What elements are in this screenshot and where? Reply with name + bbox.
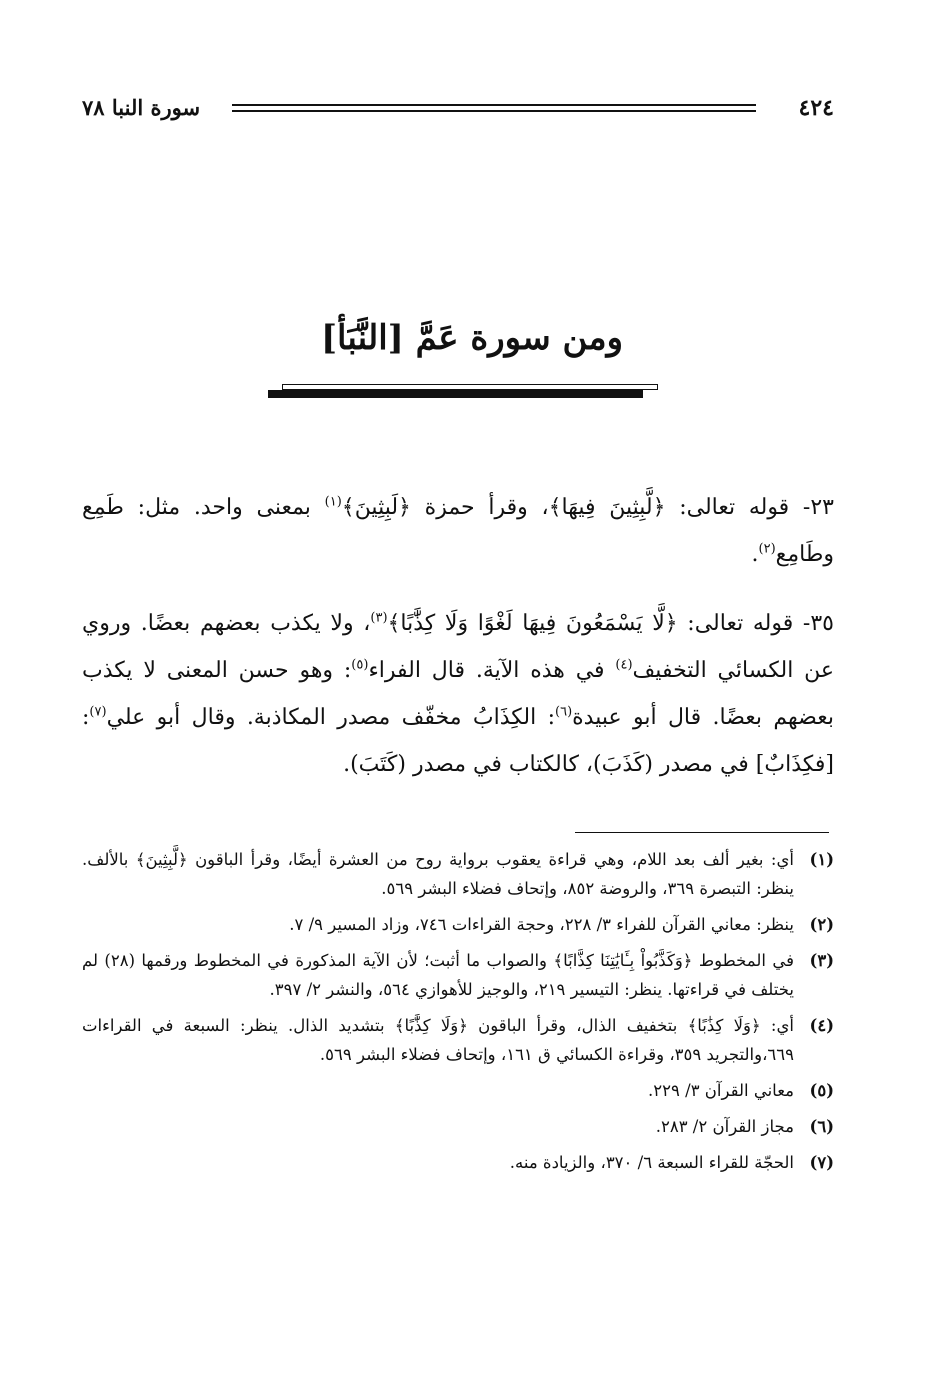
footnote-4 (82, 1011, 834, 1069)
footnote-ref-7[interactable]: (٧) (89, 704, 107, 720)
footnote-3 (82, 946, 834, 1004)
title-ornament-rule (268, 384, 658, 400)
footnote-7 (82, 1148, 834, 1177)
footnote-text: في المخطوط ﴿وَكَذَّبُواْ بِـَٔايَٰتِنَا كِذَّابًا﴾ والصواب ما أثبت؛ لأن الآية المذكورة في المخطوط ورقمها (٢٨) لم يختلف في قراءتها. ينظر: التيسير ٢١٩، والوجيز للأهوازي ٥٦٤، والنشر ٢/ ٣٩٧. (82, 951, 794, 999)
footnote-text: أي: بغير ألف بعد اللام، وهي قراءة يعقوب برواية روح من العشرة أيضًا، وقرأ الباقون ﴿لَّبِثِينَ﴾ بالألف. ينظر: التبصرة ٣٦٩، والروضة ٨٥٢، وإتحاف فضلاء البشر ٥٦٩. (82, 850, 794, 898)
footnote-number: (٥) (809, 1081, 834, 1100)
para2-text-f: :[فكِذَابٌ] في مصدر (كَذَبَ)، كالكتاب في مصدر (كَتَبَ). (82, 705, 834, 777)
surah-title: ومن سورة عَمَّ [النَّبَأ] (320, 318, 624, 358)
footnote-number: (٦) (809, 1117, 834, 1136)
footnote-ref-6[interactable]: (٦) (555, 704, 573, 720)
para2-text-c: في هذه الآية. قال الفراء (368, 658, 616, 683)
footnote-text: مجاز القرآن ٢/ ٢٨٣. (655, 1117, 794, 1136)
para1-text-c: . (751, 542, 759, 567)
footnote-text: الحجّة للقراء السبعة ٦/ ٣٧٠، والزيادة منه. (509, 1153, 794, 1172)
footnote-text: ينظر: معاني القرآن للفراء ٣/ ٢٢٨، وحجة القراءات ٧٤٦، وزاد المسير ٩/ ٧. (289, 915, 794, 934)
footnote-separator (575, 832, 829, 833)
footnote-number: (٤) (809, 1016, 834, 1035)
footnote-number: (٧) (809, 1153, 834, 1172)
footnote-text: أي: ﴿وَلَا كِذَٰبًا﴾ بتخفيف الذال، وقرأ الباقون ﴿وَلَا كِذَّٰبًا﴾ بتشديد الذال. ينظر: السبعة في القراءات ٦٦٩،والتجريد ٣٥٩، وقراءة الكسائي ق ١٦١، وإتحاف فضلاء البشر ٥٦٩. (82, 1016, 794, 1064)
footnote-text: معاني القرآن ٣/ ٢٢٩. (648, 1081, 794, 1100)
para2-text-d: : وهو حسن المعنى لا يكذب بعضهم بعضًا. قال أبو عبيدة (82, 658, 834, 730)
para2-text-e: : الكِذَابُ مخفّف مصدر المكاذبة. وقال أبو علي (106, 705, 556, 730)
body-paragraph-2 (82, 600, 834, 788)
para2-text-a: ٣٥- قوله تعالى: ﴿لَّا يَسْمَعُونَ فِيهَا لَغْوًا وَلَا كِذَّٰبًا﴾ (387, 611, 834, 636)
footnote-1 (82, 845, 834, 903)
footnote-number: (١) (809, 850, 834, 869)
running-title: سورة النبا ٧٨ (82, 95, 201, 120)
footnote-ref-4[interactable]: (٤) (615, 657, 633, 673)
footnotes-section (82, 845, 834, 1184)
footnote-ref-1[interactable]: (١) (324, 494, 342, 510)
para1-text-a: ٢٣- قوله تعالى: ﴿لَّبِثِينَ فِيهَا﴾، وقرأ حمزة ﴿لَبِثِينَ﴾ (341, 495, 834, 520)
title-rule-thick (268, 390, 643, 398)
footnote-6 (82, 1112, 834, 1141)
footnote-ref-2[interactable]: (٢) (758, 541, 776, 557)
footnote-number: (٣) (809, 951, 834, 970)
para2-text-b: ، ولا يكذب بعضهم بعضًا. وروي عن الكسائي التخفيف (82, 611, 834, 683)
para1-text-b: بمعنى واحد. مثل: طَمِع وطَامِع (82, 495, 834, 567)
footnote-5 (82, 1076, 834, 1105)
header-double-rule (232, 104, 756, 112)
body-paragraph-1 (82, 484, 834, 578)
footnote-ref-3[interactable]: (٣) (370, 610, 388, 626)
page-number: ٤٢٤ (798, 95, 834, 121)
running-header (82, 95, 834, 125)
footnote-2 (82, 910, 834, 939)
footnote-number: (٢) (809, 915, 834, 934)
footnote-ref-5[interactable]: (٥) (351, 657, 369, 673)
